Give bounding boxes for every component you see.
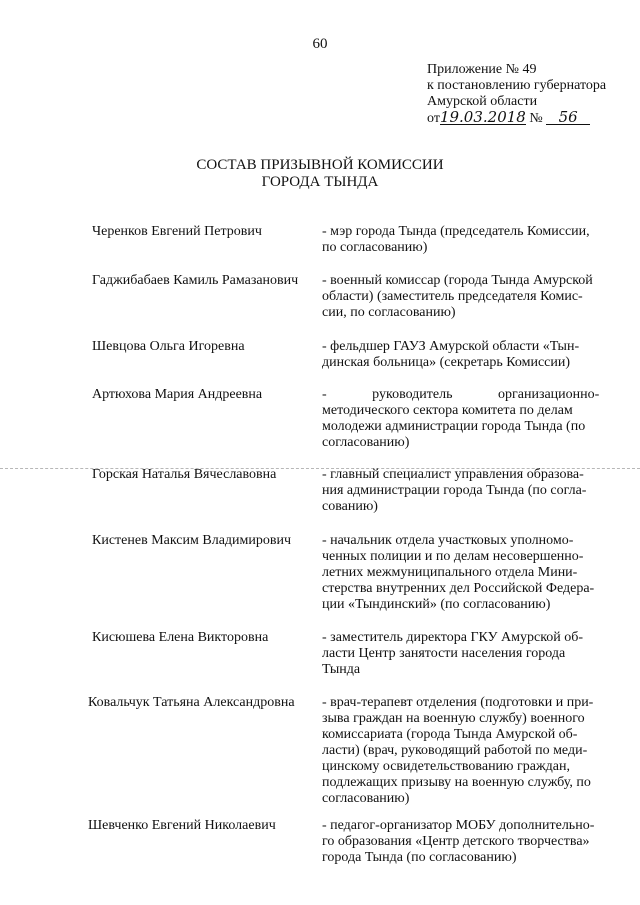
title-line-2: ГОРОДА ТЫНДА xyxy=(261,174,379,190)
role-line: ласти) (врач, руководящий работой по меди- xyxy=(322,743,588,758)
role-line: согласованию) xyxy=(322,435,410,450)
member-name: Шевцова Ольга Игоревна xyxy=(92,339,245,354)
role-line: динская больница» (секретарь Комиссии) xyxy=(322,355,571,370)
member-name: Кисюшева Елена Викторовна xyxy=(92,630,269,645)
member-role xyxy=(322,533,608,613)
role-line: ния администрации города Тында (по согла- xyxy=(322,483,587,498)
role-line: ции «Тындинский» (по согласованию) xyxy=(322,597,551,612)
role-line: согласованию) xyxy=(322,791,410,806)
role-line: по согласованию) xyxy=(322,240,428,255)
role-line: сии, по согласованию) xyxy=(322,305,456,320)
role-line: - мэр города Тында (председатель Комиссии, xyxy=(322,224,590,239)
role-line: летних межмуниципального отдела Мини- xyxy=(322,565,578,580)
member-role xyxy=(322,339,608,371)
appendix-line-1: Приложение № 49 xyxy=(427,62,537,77)
role-line: зыва граждан на военную службу) военного xyxy=(322,711,585,726)
role-line: - врач-терапевт отделения (подготовки и при- xyxy=(322,695,594,710)
role-line: - педагог-организатор МОБУ дополнительно- xyxy=(322,818,595,833)
member-role xyxy=(322,818,608,866)
handwritten-date: 19.03.2018 xyxy=(439,108,526,126)
member-role xyxy=(322,273,608,321)
appendix-date-line xyxy=(427,110,606,127)
role-line: Тында xyxy=(322,662,361,677)
member-role xyxy=(322,224,608,256)
member-name: Шевченко Евгений Николаевич xyxy=(88,818,276,833)
role-line: цинскому освидетельствованию граждан, xyxy=(322,759,570,774)
role-line: области) (заместитель председателя Комис- xyxy=(322,289,583,304)
member-name: Гаджибабаев Камиль Рамазанович xyxy=(92,273,299,288)
appendix-line-3: Амурской области xyxy=(427,94,538,109)
member-name: Черенков Евгений Петрович xyxy=(92,224,262,239)
role-line: - начальник отдела участковых уполномо- xyxy=(322,533,574,548)
role-line: - главный специалист управления образова- xyxy=(322,467,584,482)
role-line: - фельдшер ГАУЗ Амурской области «Тын- xyxy=(322,339,580,354)
document-title xyxy=(0,157,640,191)
appendix-block xyxy=(427,62,606,127)
member-role xyxy=(322,387,608,451)
appendix-line-2: к постановлению губернатора xyxy=(427,78,607,93)
title-line-1: СОСТАВ ПРИЗЫВНОЙ КОМИССИИ xyxy=(196,157,444,173)
role-line: го образования «Центр детского творчества» xyxy=(322,834,590,849)
handwritten-number: 56 xyxy=(546,110,590,125)
member-role xyxy=(322,695,608,807)
member-role xyxy=(322,630,608,678)
role-line: стерства внутренних дел Российской Федера- xyxy=(322,581,595,596)
date-prefix: от xyxy=(427,111,440,126)
role-line: - военный комиссар (города Тында Амурской xyxy=(322,273,593,288)
role-line: ченных полиции и по делам несовершенно- xyxy=(322,549,584,564)
role-line: - заместитель директора ГКУ Амурской об- xyxy=(322,630,584,645)
role-line: подлежащих призыву на военную службу, по xyxy=(322,775,591,790)
role-line: сованию) xyxy=(322,499,378,514)
member-role xyxy=(322,467,608,515)
member-name: Кистенев Максим Владимирович xyxy=(92,533,292,548)
member-name: Артюхова Мария Андреевна xyxy=(92,387,263,402)
role-line: ласти Центр занятости населения города xyxy=(322,646,566,661)
number-prefix: № xyxy=(529,111,543,126)
role-line: - руководитель организационно- xyxy=(322,387,600,402)
role-line: комиссариата (города Тында Амурской об- xyxy=(322,727,578,742)
role-line: методического сектора комитета по делам xyxy=(322,403,573,418)
page-number: 60 xyxy=(312,36,328,52)
member-name: Горская Наталья Вячеславовна xyxy=(92,467,277,482)
member-name: Ковальчук Татьяна Александровна xyxy=(88,695,295,710)
role-line: города Тында (по согласованию) xyxy=(322,850,517,865)
role-line: молодежи администрации города Тында (по xyxy=(322,419,586,434)
